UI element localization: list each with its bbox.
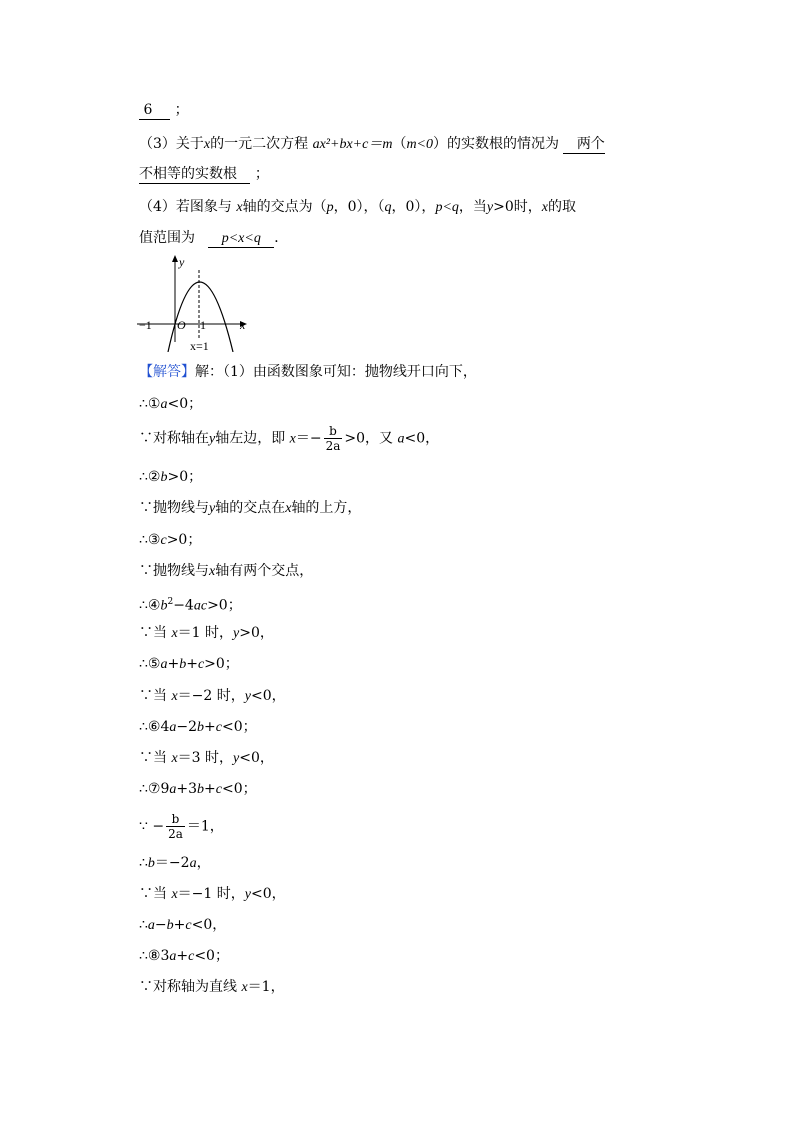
solution-line-6: ∵抛物线与x轴有两个交点， [139, 563, 314, 579]
answer-blank: 6 [139, 102, 170, 120]
answer-blank: 两个 [563, 136, 604, 154]
answer-blank-cont: 不相等的实数根 [139, 166, 250, 184]
solution-tag: 【解答】 [139, 364, 195, 380]
tick-1: 1 [200, 318, 206, 332]
solution-line-9: ∴⑤a+b+c>0； [139, 656, 239, 672]
solution-line-7: $\therefore ④b^2-4ac>0$； [139, 597, 242, 614]
symmetry-label: x=1 [190, 339, 209, 352]
origin-label: O [177, 318, 186, 332]
solution-line-5: ∴③c>0； [139, 532, 202, 548]
solution-line-2: ∵对称轴在y轴左边，即 x＝− $\frac{b}{2a}$ >0，又 a<0， [139, 424, 440, 453]
solution-line-12: ∵当 x＝3 时，y<0， [139, 750, 274, 766]
x-axis-label: x [240, 318, 246, 332]
solution-line-13: ∴⑦9a+3b+c<0； [139, 781, 257, 797]
q3-line2: 不相等的实数根 ； [139, 166, 269, 182]
solution-line-14: ∵ − $\frac{b}{2a}$ ＝1， [139, 812, 224, 841]
solution-line-18: ∴⑧3a+c<0； [139, 948, 229, 964]
solution-line-10: ∵当 x＝−2 时，y<0， [139, 688, 286, 704]
parabola-graph [135, 252, 255, 352]
solution-line-3: ∴②b>0； [139, 469, 203, 485]
solution-line-4: ∵抛物线与y轴的交点在x轴的上方， [139, 500, 362, 516]
solution-line-11: ∴⑥4a−2b+c<0； [139, 719, 257, 735]
y-axis-label: y [179, 255, 185, 269]
solution-line-1: ∴①a<0； [139, 396, 203, 412]
solution-intro: 【解答】解：（1）由函数图象可知：抛物线开口向下， [139, 364, 477, 380]
q4-line2: 值范围为 p<x<q ． [139, 230, 289, 246]
answer-blank: p<x<q [208, 230, 274, 248]
solution-line-8: ∵当 x＝1 时，y>0， [139, 625, 274, 641]
solution-line-17: ∴a−b+c<0， [139, 917, 227, 933]
q2-tail: 6 ； [139, 100, 189, 120]
q3-line1: （3）关于x的一元二次方程 ax²+bx+c＝m（m<0）的实数根的情况为 两个 [139, 136, 605, 152]
solution-line-16: ∵当 x＝−1 时，y<0， [139, 886, 286, 902]
solution-line-19: ∵对称轴为直线 x＝1， [139, 979, 285, 995]
q4-line1: （4）若图象与 x轴的交点为（p，0），（q，0），p<q，当y>0时，x的取 [139, 199, 576, 215]
solution-line-15: ∴b＝−2a， [139, 855, 211, 871]
tick-neg1: −1 [139, 318, 152, 332]
